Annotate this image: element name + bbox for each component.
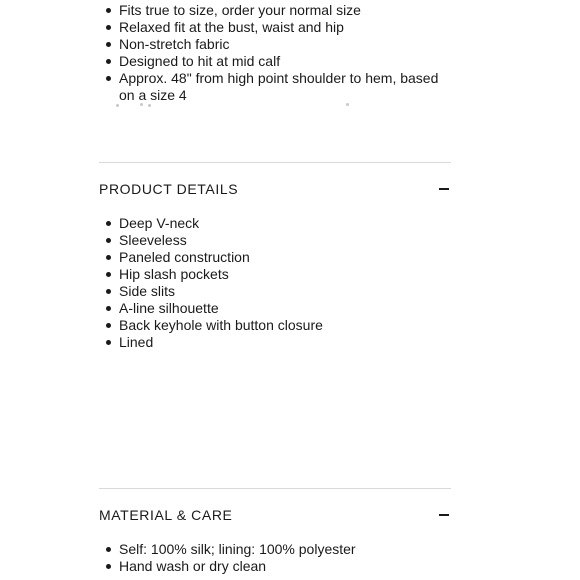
clipped-text-fragment xyxy=(110,103,360,107)
list-item: Self: 100% silk; lining: 100% polyester xyxy=(104,541,356,558)
section-divider xyxy=(99,162,451,163)
list-item: Hand wash or dry clean xyxy=(104,558,356,575)
product-details-header[interactable] xyxy=(99,179,451,199)
material-care-list xyxy=(104,541,356,575)
section-divider xyxy=(99,488,451,489)
list-item: Lined xyxy=(104,334,323,351)
list-item: Relaxed fit at the bust, waist and hip xyxy=(104,19,444,36)
list-item: Back keyhole with button closure xyxy=(104,317,323,334)
list-item: Sleeveless xyxy=(104,232,323,249)
list-item: Deep V-neck xyxy=(104,215,323,232)
minus-icon[interactable] xyxy=(439,505,451,525)
list-item: Approx. 48" from high point shoulder to hem, based on a size 4 xyxy=(104,70,444,104)
product-details-list xyxy=(104,215,323,351)
list-item: Hip slash pockets xyxy=(104,266,323,283)
material-care-header[interactable] xyxy=(99,505,451,525)
list-item: A-line silhouette xyxy=(104,300,323,317)
list-item: Fits true to size, order your normal size xyxy=(104,2,444,19)
section-title: MATERIAL & CARE xyxy=(99,507,233,523)
list-item: Paneled construction xyxy=(104,249,323,266)
section-title: PRODUCT DETAILS xyxy=(99,181,239,197)
list-item: Side slits xyxy=(104,283,323,300)
list-item: Designed to hit at mid calf xyxy=(104,53,444,70)
list-item: Non-stretch fabric xyxy=(104,36,444,53)
fit-list xyxy=(104,2,444,104)
minus-icon[interactable] xyxy=(439,179,451,199)
